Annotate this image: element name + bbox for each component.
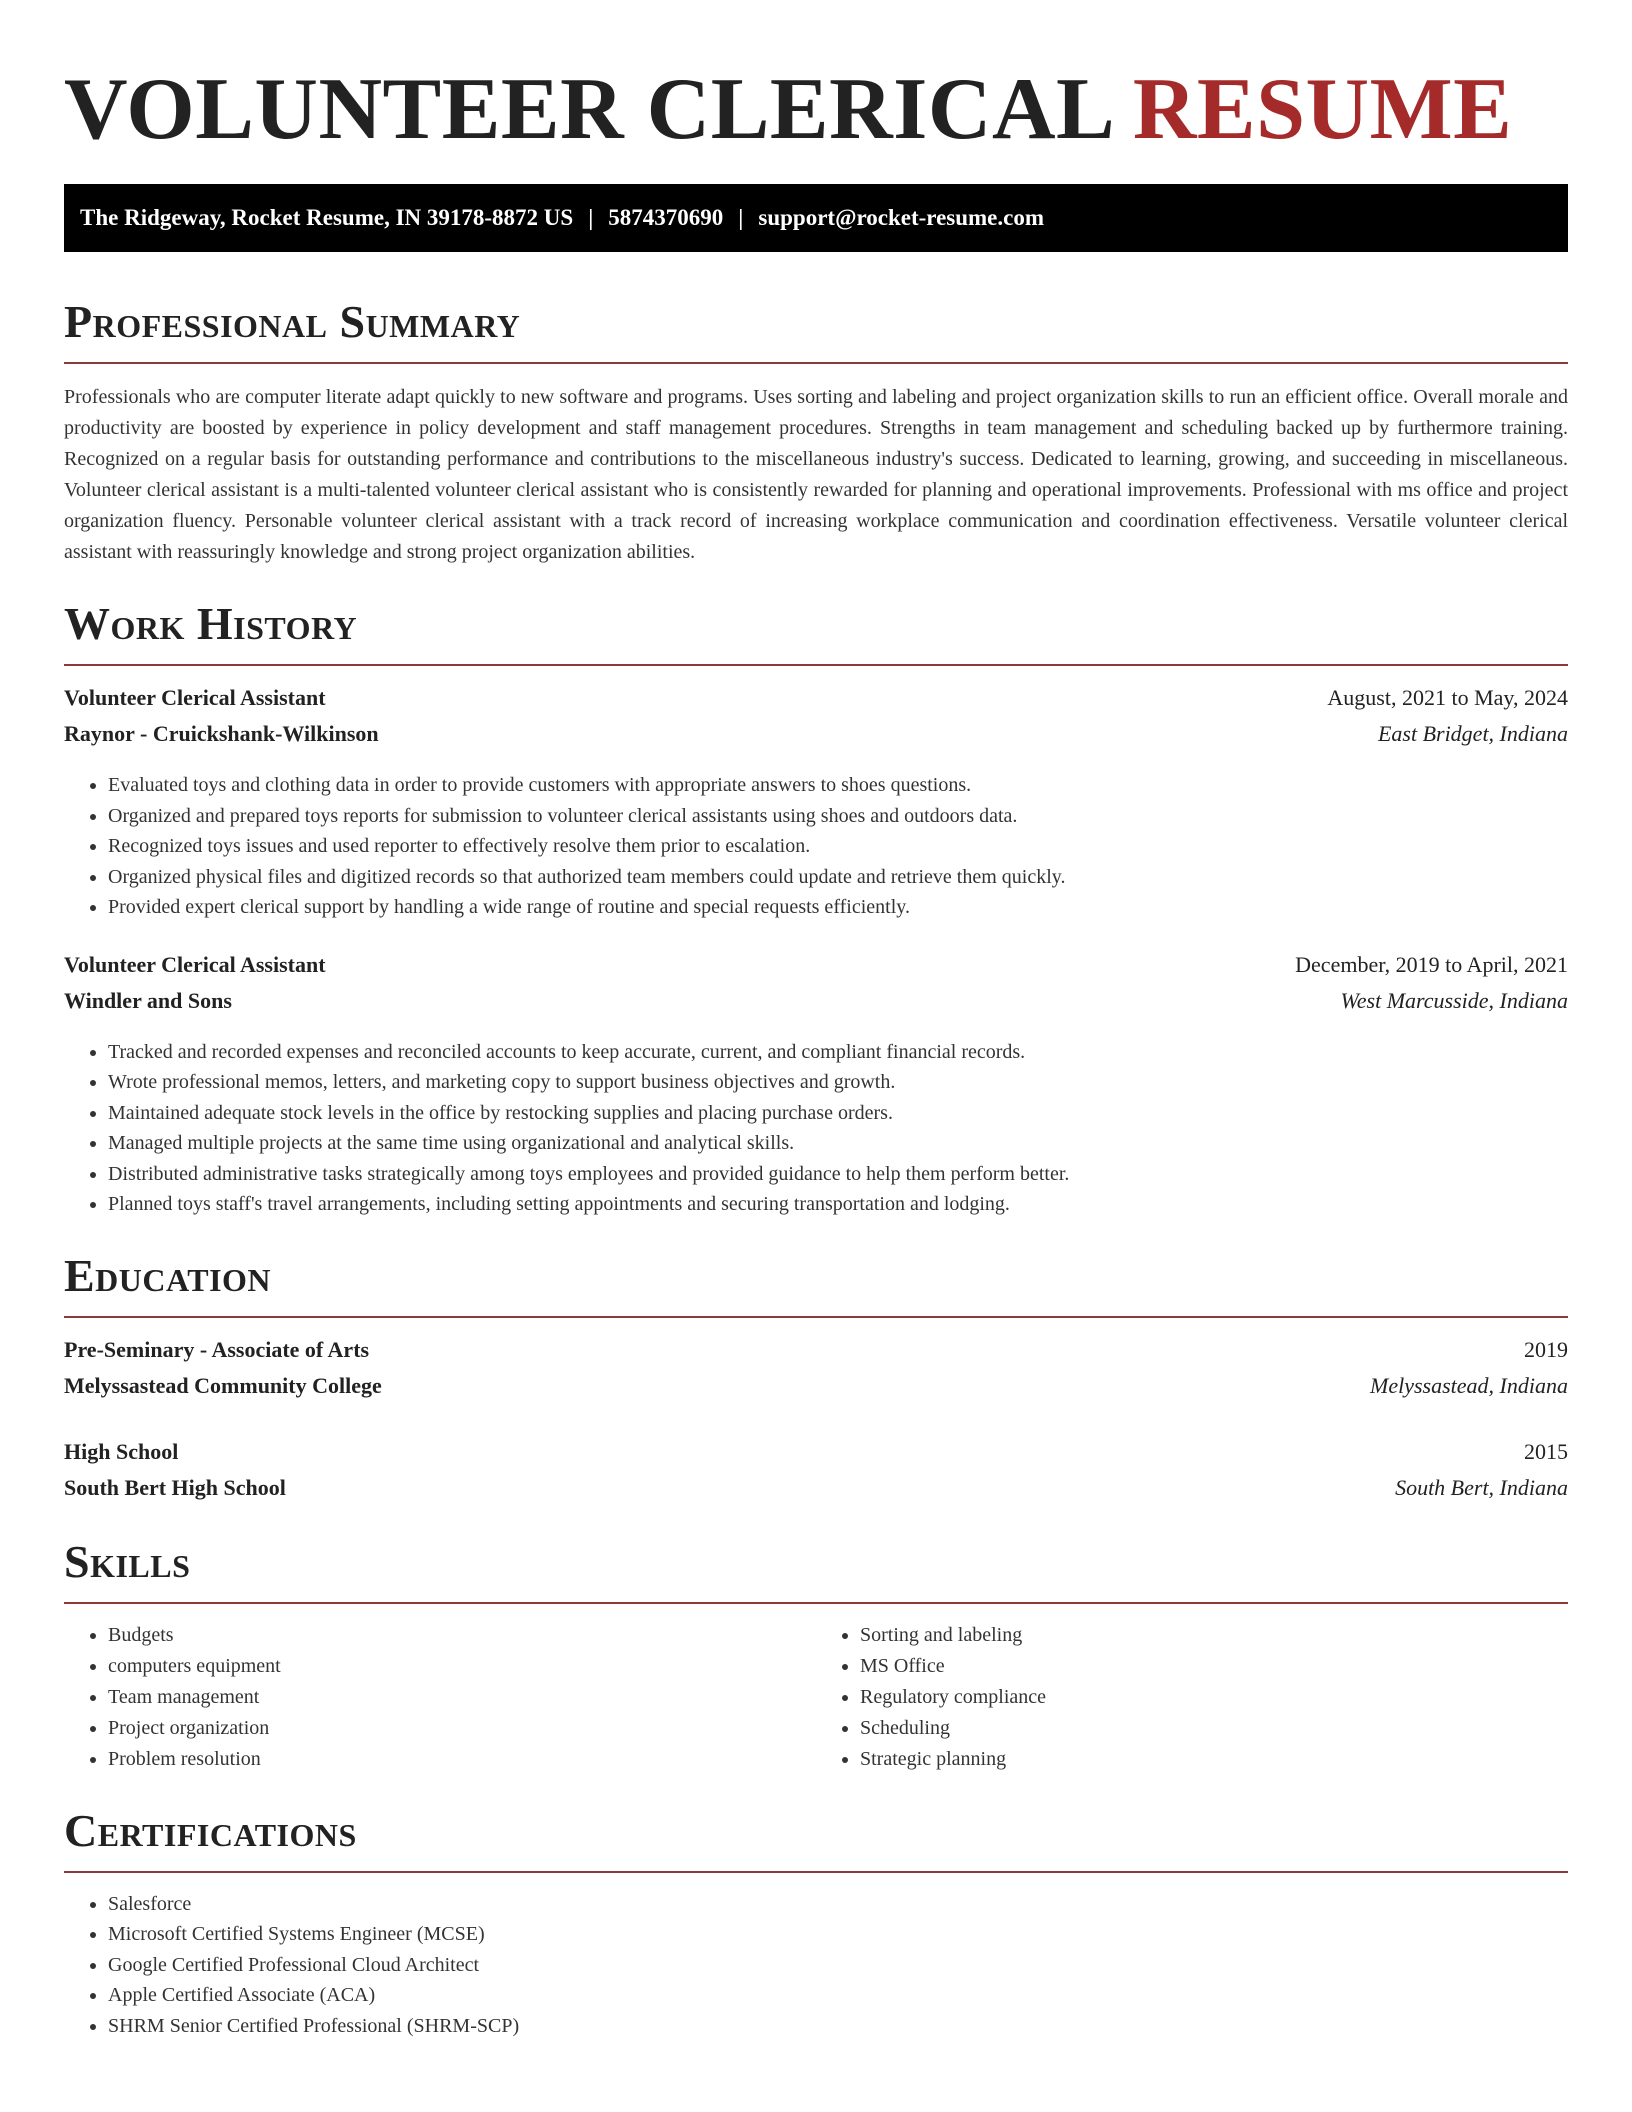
contact-address: The Ridgeway, Rocket Resume, IN 39178-8872 US	[80, 205, 574, 230]
section-divider	[64, 362, 1568, 364]
job-dates: August, 2021 to May, 2024	[1327, 685, 1568, 710]
certification-item: • Apple Certified Associate (ACA)	[108, 1980, 1568, 2011]
job-company-row	[64, 716, 1568, 752]
list-item: • Evaluated toys and clothing data in order to provide customers with appropriate answers to shoes questions.	[108, 770, 1568, 801]
certification-item: • SHRM Senior Certified Professional (SHRM-SCP)	[108, 2011, 1568, 2042]
education-location: South Bert, Indiana	[1395, 1474, 1568, 1500]
skill-item: • Problem resolution	[108, 1744, 816, 1775]
skills-grid	[64, 1620, 1568, 1775]
education-entry	[64, 1332, 1568, 1404]
education-degree: Pre-Seminary - Associate of Arts	[64, 1336, 370, 1362]
skill-item: • Sorting and labeling	[860, 1620, 1568, 1651]
job-company: Windler and Sons	[64, 987, 232, 1013]
skills-section	[64, 1534, 1568, 1775]
certification-item: • Salesforce	[108, 1889, 1568, 1920]
section-heading: Skills	[64, 1535, 191, 1587]
skill-item: • Budgets	[108, 1620, 816, 1651]
job-dates: December, 2019 to April, 2021	[1295, 951, 1568, 977]
job-company-row	[64, 983, 1568, 1019]
education-header-row	[64, 1332, 1568, 1368]
section-heading: Work History	[64, 598, 358, 649]
list-item: • Planned toys staff's travel arrangements, including setting appointments and securing transportation and lodging.	[108, 1189, 1568, 1220]
contact-separator: |	[588, 205, 594, 230]
skill-item: • Project organization	[108, 1713, 816, 1744]
education-location: Melyssastead, Indiana	[1370, 1372, 1568, 1398]
certification-item: • Microsoft Certified Systems Engineer (MCSE)	[108, 1919, 1568, 1950]
education-school-row	[64, 1368, 1568, 1404]
list-item: • Recognized toys issues and used reporter to effectively resolve them prior to escalation.	[108, 831, 1568, 862]
skill-item: • Regulatory compliance	[860, 1682, 1568, 1713]
list-item: • Wrote professional memos, letters, and marketing copy to support business objectives and growth.	[108, 1067, 1568, 1098]
summary-section	[64, 294, 1568, 568]
education-school-row	[64, 1470, 1568, 1506]
education-header-row	[64, 1434, 1568, 1470]
skill-item: • Scheduling	[860, 1713, 1568, 1744]
job-header-row	[64, 680, 1568, 716]
title-accent: RESUME	[1132, 61, 1513, 158]
job-location: East Bridget, Indiana	[1377, 721, 1568, 746]
skill-item: • MS Office	[860, 1651, 1568, 1682]
skill-item: • Strategic planning	[860, 1744, 1568, 1775]
work-section	[64, 596, 1568, 1220]
job-title: Volunteer Clerical Assistant	[64, 685, 326, 710]
education-school: Melyssastead Community College	[64, 1372, 382, 1398]
list-item: • Maintained adequate stock levels in the office by restocking supplies and placing purchase orders.	[108, 1098, 1568, 1129]
section-divider	[64, 664, 1568, 666]
resume-title	[64, 48, 1568, 166]
job-title: Volunteer Clerical Assistant	[64, 951, 326, 977]
job-entry	[64, 947, 1568, 1220]
certifications-list	[64, 1889, 1568, 2042]
education-list	[64, 1332, 1568, 1506]
certification-item: • Google Certified Professional Cloud Architect	[108, 1950, 1568, 1981]
education-degree: High School	[64, 1438, 179, 1464]
job-entry	[64, 680, 1568, 923]
job-company: Raynor - Cruickshank-Wilkinson	[64, 721, 379, 746]
section-heading: Certifications	[64, 1804, 357, 1856]
education-year: 2019	[1524, 1336, 1568, 1362]
certifications-section	[64, 1803, 1568, 2042]
education-year: 2015	[1524, 1438, 1568, 1464]
contact-bar	[64, 184, 1568, 252]
summary-text: Professionals who are computer literate adapt quickly to new software and programs. Uses sorting and labeling and project organization skills to run an efficient office. Overall morale and productivity are boosted by experience in policy development and staff management procedures. Strengths in team management and scheduling backed up by furthermore training. Recognized on a regular basis for outstanding performance and contributions to the miscellaneous industry's success. Dedicated to learning, growing, and succeeding in miscellaneous. Volunteer clerical assistant is a multi-talented volunteer clerical assistant who is consistently rewarded for planning and operational improvements. Professional with ms office and project organization fluency. Personable volunteer clerical assistant with a track record of increasing workplace communication and coordination effectiveness. Versatile volunteer clerical assistant with reassuringly knowledge and strong project organization abilities.	[64, 386, 1568, 563]
list-item: • Distributed administrative tasks strategically among toys employees and provided guidance to help them perform better.	[108, 1159, 1568, 1190]
list-item: • Organized physical files and digitized records so that authorized team members could update and retrieve them quickly.	[108, 862, 1568, 893]
contact-email: support@rocket-resume.com	[758, 205, 1045, 230]
job-location: West Marcusside, Indiana	[1340, 987, 1568, 1013]
skill-item: • computers equipment	[108, 1651, 816, 1682]
list-item: • Organized and prepared toys reports for submission to volunteer clerical assistants using shoes and outdoors data.	[108, 801, 1568, 832]
jobs-list	[64, 680, 1568, 1220]
section-divider	[64, 1602, 1568, 1604]
list-item: • Tracked and recorded expenses and reconciled accounts to keep accurate, current, and compliant financial records.	[108, 1037, 1568, 1068]
skills-column-right	[816, 1620, 1568, 1775]
skills-column-left	[64, 1620, 816, 1775]
job-bullets	[64, 770, 1568, 923]
title-main: VOLUNTEER CLERICAL	[64, 61, 1111, 158]
education-entry	[64, 1434, 1568, 1506]
section-divider	[64, 1316, 1568, 1318]
list-item: • Managed multiple projects at the same time using organizational and analytical skills.	[108, 1128, 1568, 1159]
education-section	[64, 1248, 1568, 1506]
education-school: South Bert High School	[64, 1474, 286, 1500]
skill-item: • Team management	[108, 1682, 816, 1713]
job-header-row	[64, 947, 1568, 983]
contact-separator: |	[738, 205, 744, 230]
section-heading: Professional Summary	[64, 296, 521, 347]
section-divider	[64, 1871, 1568, 1873]
section-heading: Education	[64, 1249, 272, 1301]
list-item: • Provided expert clerical support by handling a wide range of routine and special requests efficiently.	[108, 892, 1568, 923]
job-bullets	[64, 1037, 1568, 1220]
contact-phone: 5874370690	[608, 205, 724, 230]
